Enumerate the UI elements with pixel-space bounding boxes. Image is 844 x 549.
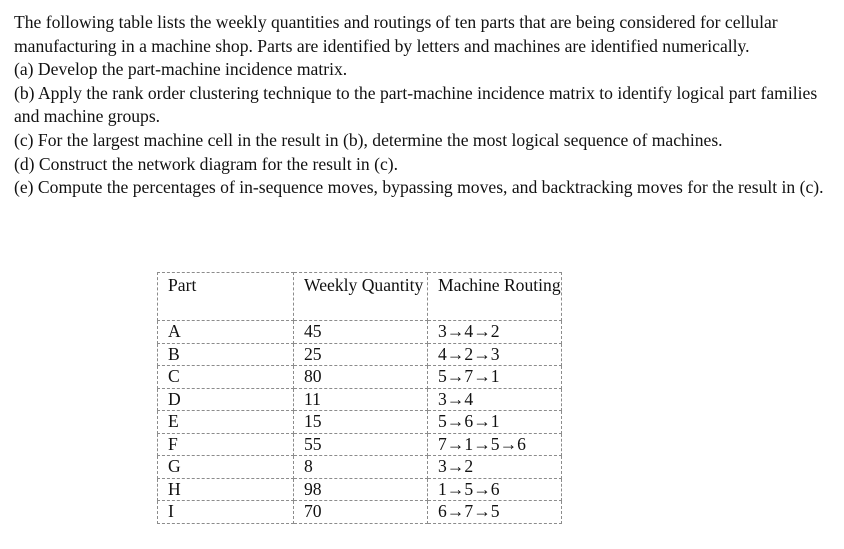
table-row — [158, 478, 562, 501]
header-weekly-quantity: Weekly Quantity — [294, 273, 428, 321]
quantity-cell: 55 — [294, 433, 428, 456]
table-row — [158, 388, 562, 411]
table-row — [158, 501, 562, 524]
table-header-row — [158, 273, 562, 321]
routing-cell: 3→2 — [428, 456, 562, 479]
problem-item-b: (b) Apply the rank order clustering technique to the part-machine incidence matrix to identify logical part families and machine groups. — [14, 82, 818, 127]
problem-statement — [14, 11, 829, 200]
quantity-cell: 25 — [294, 343, 428, 366]
problem-item-e: (e) Compute the percentages of in-sequence moves, bypassing moves, and backtracking moves for the result in (c). — [14, 177, 824, 198]
problem-item-c: (c) For the largest machine cell in the result in (b), determine the most logical sequence of machines. — [14, 129, 723, 150]
table-row — [158, 456, 562, 479]
table-row — [158, 343, 562, 366]
part-cell: G — [158, 456, 294, 479]
header-part: Part — [158, 273, 294, 321]
routing-table-container — [157, 272, 562, 524]
problem-intro: The following table lists the weekly quantities and routings of ten parts that are being considered for cellular manufacturing in a machine shop. Parts are identified by letters and machines are identified numerically. — [14, 12, 778, 56]
quantity-cell: 70 — [294, 501, 428, 524]
part-cell: E — [158, 411, 294, 434]
routing-table-body — [158, 273, 562, 524]
routing-cell: 1→5→6 — [428, 478, 562, 501]
part-cell: B — [158, 343, 294, 366]
routing-cell: 4→2→3 — [428, 343, 562, 366]
part-cell: I — [158, 501, 294, 524]
part-cell: H — [158, 478, 294, 501]
routing-cell: 5→7→1 — [428, 366, 562, 389]
problem-item-d: (d) Construct the network diagram for the result in (c). — [14, 153, 399, 174]
quantity-cell: 45 — [294, 321, 428, 344]
part-cell: F — [158, 433, 294, 456]
routing-cell: 7→1→5→6 — [428, 433, 562, 456]
table-row — [158, 433, 562, 456]
part-cell: A — [158, 321, 294, 344]
table-row — [158, 411, 562, 434]
table-row — [158, 366, 562, 389]
problem-item-a: (a) Develop the part-machine incidence matrix. — [14, 59, 348, 80]
routing-cell: 3→4 — [428, 388, 562, 411]
routing-cell: 5→6→1 — [428, 411, 562, 434]
routing-cell: 6→7→5 — [428, 501, 562, 524]
quantity-cell: 15 — [294, 411, 428, 434]
quantity-cell: 8 — [294, 456, 428, 479]
part-cell: D — [158, 388, 294, 411]
routing-table — [157, 272, 562, 524]
header-machine-routing: Machine Routing — [428, 273, 562, 321]
quantity-cell: 11 — [294, 388, 428, 411]
quantity-cell: 80 — [294, 366, 428, 389]
routing-cell: 3→4→2 — [428, 321, 562, 344]
quantity-cell: 98 — [294, 478, 428, 501]
part-cell: C — [158, 366, 294, 389]
table-row — [158, 321, 562, 344]
